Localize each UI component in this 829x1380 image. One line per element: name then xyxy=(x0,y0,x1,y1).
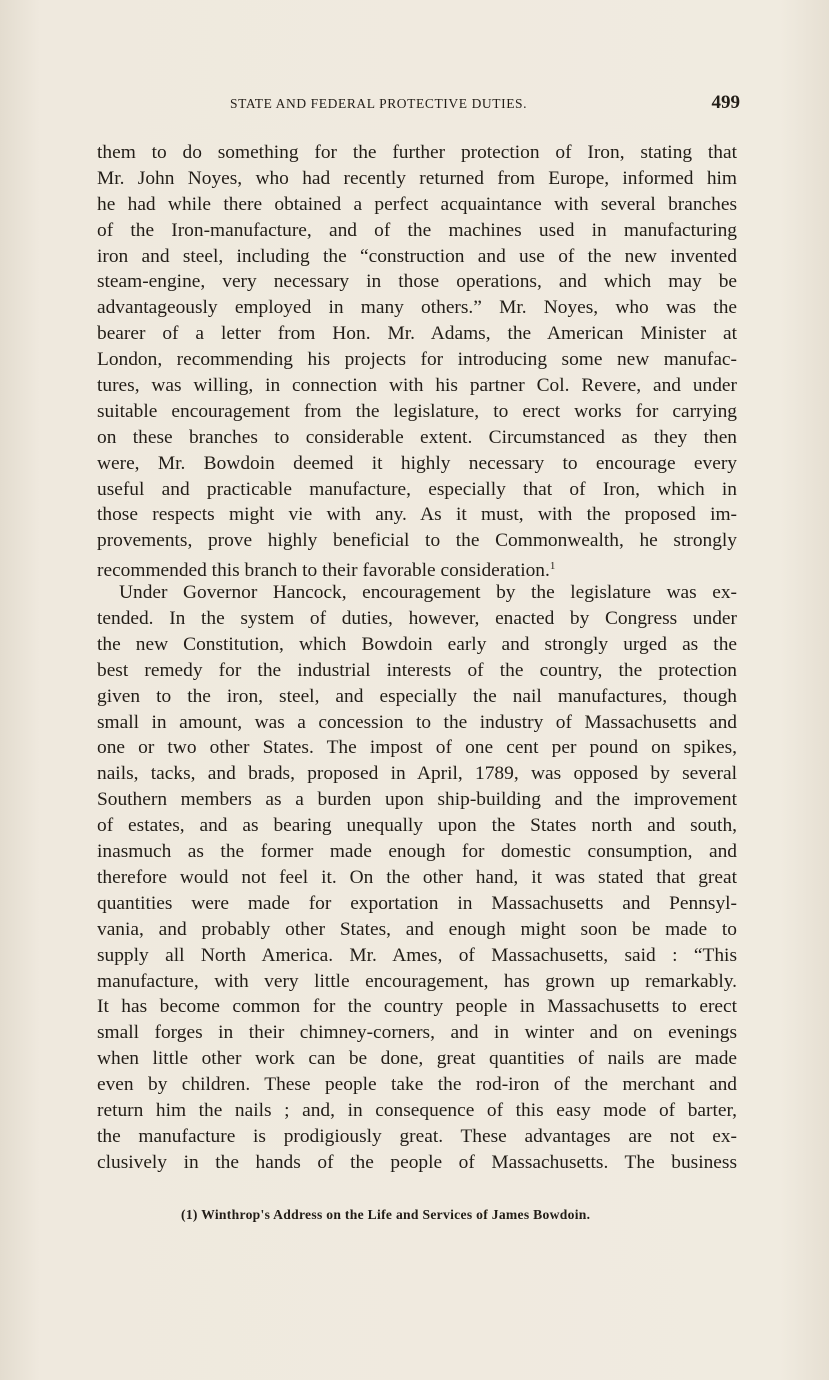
text-line: quantities were made for exportation in Massachusetts and Pennsyl- xyxy=(97,892,737,914)
text-line: return him the nails ; and, in consequence of this easy mode of barter, xyxy=(97,1099,737,1121)
text-line: the manufacture is prodigiously great. These advantages are not ex- xyxy=(97,1125,737,1147)
footnote: (1) Winthrop's Address on the Life and Services of James Bowdoin. xyxy=(181,1207,591,1222)
text-line: best remedy for the industrial interests of the country, the protection xyxy=(97,659,737,681)
text-line: those respects might vie with any. As it must, with the proposed im- xyxy=(97,504,737,526)
text-line: the new Constitution, which Bowdoin early and strongly urged as the xyxy=(97,633,737,655)
text-line: manufacture, with very little encouragement, has grown up remarkably. xyxy=(97,970,737,992)
text-line: clusively in the hands of the people of Massachusetts. The business xyxy=(97,1151,737,1173)
text-line: inasmuch as the former made enough for domestic consumption, and xyxy=(97,841,737,863)
text-line: tures, was willing, in connection with his partner Col. Revere, and under xyxy=(97,375,737,397)
text-line: given to the iron, steel, and especially the nail manufactures, though xyxy=(97,685,737,707)
text-line: one or two other States. The impost of one cent per pound on spikes, xyxy=(97,737,737,759)
text-line: Southern members as a burden upon ship-building and the improvement xyxy=(97,789,737,811)
page-header xyxy=(96,92,742,116)
text-line: advantageously employed in many others.” Mr. Noyes, who was the xyxy=(97,297,737,319)
text-line: useful and practicable manufacture, especially that of Iron, which in xyxy=(97,478,737,500)
text-line: therefore would not feel it. On the other hand, it was stated that great xyxy=(97,866,737,888)
text-line: bearer of a letter from Hon. Mr. Adams, the American Minister at xyxy=(97,323,737,345)
text-line: provements, prove highly beneficial to the Commonwealth, he strongly xyxy=(97,530,737,552)
text-line: when little other work can be done, great quantities of nails are made xyxy=(97,1048,737,1070)
text-line: suitable encouragement from the legislature, to erect works for carrying xyxy=(97,400,737,422)
footnote-ref: 1 xyxy=(549,560,556,573)
text-line: small in amount, was a concession to the industry of Massachusetts and xyxy=(97,711,737,733)
text-line: Mr. John Noyes, who had recently returned from Europe, informed him xyxy=(97,167,737,189)
text-line: iron and steel, including the “construction and use of the new invented xyxy=(97,245,737,267)
text-line: of the Iron-manufacture, and of the machines used in manufacturing xyxy=(97,219,737,241)
text-line: of estates, and as bearing unequally upon the States north and south, xyxy=(97,815,737,837)
text-line: supply all North America. Mr. Ames, of Massachusetts, said : “This xyxy=(97,944,737,966)
text-line: tended. In the system of duties, however, enacted by Congress under xyxy=(97,608,737,630)
text-line: London, recommending his projects for introducing some new manufac- xyxy=(97,349,737,371)
text-line: It has become common for the country people in Massachusetts to erect xyxy=(97,996,737,1018)
text-line: Under Governor Hancock, encouragement by the legislature was ex- xyxy=(119,582,737,604)
text-line: nails, tacks, and brads, proposed in April, 1789, was opposed by several xyxy=(97,763,737,785)
text-line: he had while there obtained a perfect acquaintance with several branches xyxy=(97,193,737,215)
text-line: them to do something for the further protection of Iron, stating that xyxy=(97,142,737,163)
text-line: steam-engine, very necessary in those operations, and which may be xyxy=(97,271,737,293)
text-line-content: recommended this branch to their favorable consideration. xyxy=(97,560,550,582)
text-line xyxy=(97,554,737,580)
text-line: even by children. These people take the rod-iron of the merchant and xyxy=(97,1074,737,1096)
text-line: vania, and probably other States, and enough might soon be made to xyxy=(97,918,737,940)
text-line: small forges in their chimney-corners, and in winter and on evenings xyxy=(97,1022,737,1044)
running-head: STATE AND FEDERAL PROTECTIVE DUTIES. xyxy=(230,96,528,111)
text-line: were, Mr. Bowdoin deemed it highly necessary to encourage every xyxy=(97,452,737,474)
body-text xyxy=(97,140,737,1176)
page-number: 499 xyxy=(711,92,740,113)
text-line: on these branches to considerable extent. Circumstanced as they then xyxy=(97,426,737,448)
